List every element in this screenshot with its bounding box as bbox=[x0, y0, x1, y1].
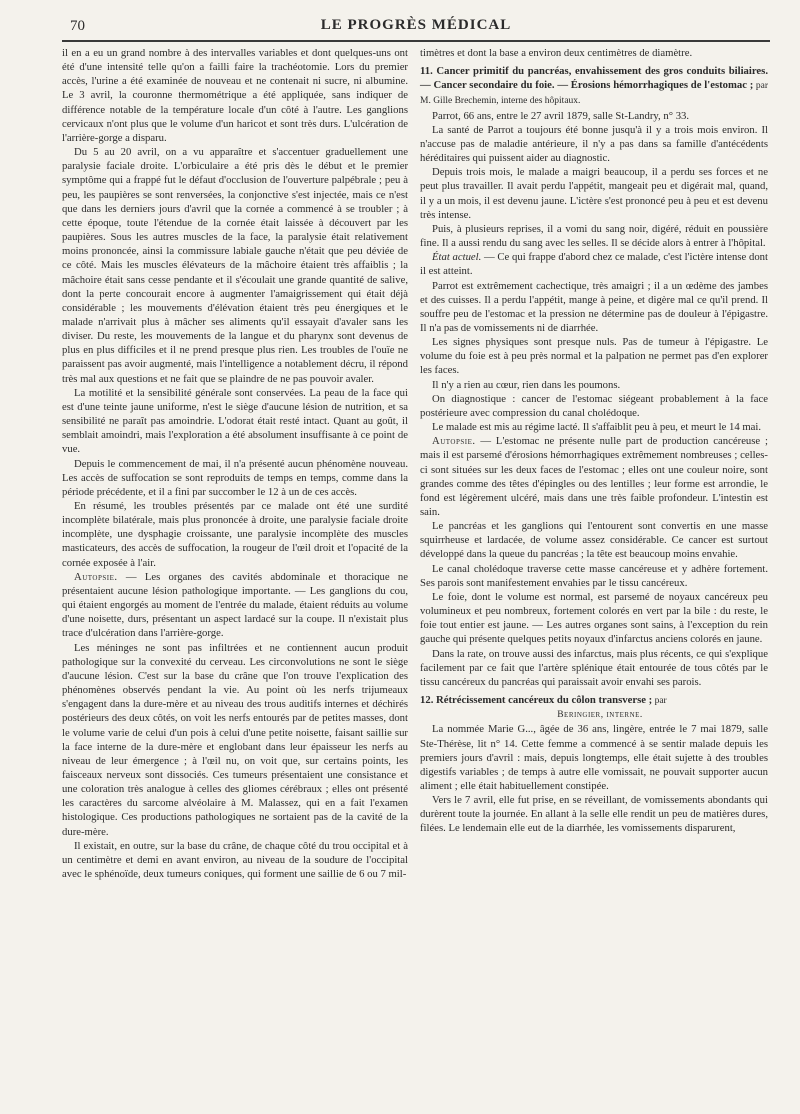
section-byline: par M. Gille Brechemin, interne des hôpitaux. bbox=[420, 81, 768, 107]
paragraph: Parrot est extrêmement cachectique, très amaigri ; il a un œdème des jambes et des cuisses. Il a perdu l'appétit, mange à peine, et digère mal ce qu'il prend. Il souffre peu de l'estomac et la pression ne détermine pas de douleur à l'épigastre. Il n'a pas de vomissements ni de diarrhée. bbox=[420, 279, 768, 334]
running-title: LE PROGRÈS MÉDICAL bbox=[320, 17, 512, 33]
section-number: 12. bbox=[420, 694, 434, 707]
section-byline: Beringier, interne. bbox=[557, 710, 643, 721]
paragraph: Depuis trois mois, le malade a maigri beaucoup, il a perdu ses forces et ne peut plus travailler. Il avait perdu l'appétit, mangeait peu et digérait mal, quand, il y a un mois, il est devenu jaune. L'ictère s'est prononcé peu à peu et est devenu très intense. bbox=[420, 166, 768, 221]
paragraph: timètres et dont la base a environ deux centimètres de diamètre. bbox=[420, 47, 693, 59]
paragraph: La santé de Parrot a toujours été bonne jusqu'à il y a trois mois environ. Il n'accuse pas de maladie antérieure, il n'y a pas dans sa famille d'antécédents héréditaires qui puissent aider au diagnostic. bbox=[420, 123, 768, 165]
paragraph: Le foie, dont le volume est normal, est parsemé de noyaux cancéreux peu volumineux et peu nombreux, fortement colorés en vert par la bile : du reste, le foie tout entier est jaune. — Les autres organes sont sains, à l'exception du rein gauche qui présente quelques petits noyaux d'infarctus anciens colorés en jaune. bbox=[420, 590, 768, 646]
paragraph-text: — Ce qui frappe d'abord chez ce malade, c'est l'ictère intense dont il est atteint. bbox=[420, 251, 768, 278]
paragraph: Le pancréas et les ganglions qui l'entourent sont convertis en une masse squirrheuse et lardacée, de volume assez considérable. Ce cancer est surtout développé dans la queue du pancréas ; la tête est beaucoup moins envahie. bbox=[420, 520, 768, 561]
paragraph: Le canal cholédoque traverse cette masse cancéreuse et y adhère fortement. Ses parois sont manifestement envahies par le tissu cancéreux. bbox=[420, 562, 768, 589]
paragraph bbox=[420, 434, 768, 519]
paragraph-text: — L'estomac ne présente nulle part de production cancéreuse ; mais il est parsemé d'érosions hémorrhagiques extrêmement nombreuses ; celles-ci sont situées sur les deux faces de l'estomac ; elles ont une couleur noire, sont grandes comme des têtes d'épingles ou des lentilles ; leur forme est arrondie, le fond est légèrement ulcéré, mais dans une très faible profondeur. L'intestin est sain. bbox=[420, 435, 768, 518]
left-column bbox=[62, 46, 408, 881]
paragraph: Vers le 7 avril, elle fut prise, en se réveillant, de vomissements abondants qui durèrent toute la journée. En allant à la selle elle rendit un peu de matières dures, filées. Le lendemain elle eut de la diarrhée, les vomissements disparurent, bbox=[420, 794, 768, 835]
paragraph: En résumé, les troubles présentés par ce malade ont été une surdité incomplète bilatérale, mais plus prononcée à droite, une paralysie faciale droite incomplète, une dysphagie croissante, une paralysie incomplète des muscles masticateurs, des accès de suffocation, la rougeur de l'œil droit et l'opacité de la cornée exposée à l'air. bbox=[62, 500, 408, 569]
etat-actuel-lead: État actuel. bbox=[432, 251, 482, 264]
paragraph: On diagnostique : cancer de l'estomac siégeant probablement à la face postérieure avec compression du canal cholédoque. bbox=[420, 392, 768, 419]
autopsie-lead: Autopsie. bbox=[432, 435, 476, 448]
paragraph-text: — Les organes des cavités abdominale et thoracique ne présentaient aucune lésion pathologique importante. — Les ganglions du cou, qui étaient engorgés au moment de l'entrée du malade, étaient réduits au volume d'une noisette, durs, présentant un aspect lardacé sur la coupe. Il n'existait plus trace d'ulcération dans l'arrière-gorge. bbox=[62, 570, 408, 640]
header-rule bbox=[62, 40, 770, 42]
page-number: 70 bbox=[70, 18, 85, 34]
paragraph: La nommée Marie G..., âgée de 36 ans, lingère, entrée le 7 mai 1879, salle Ste-Thérèse, lit n° 14. Cette femme a commencé à se sentir malade depuis les premiers jours d'avril : mais, depuis longtemps, elle était sujette à des troubles digestifs variables ; de temps à autre elle vomissait, ne pouvait supporter aucun aliment ; elle était habituellement constipée. bbox=[420, 723, 768, 792]
paragraph: Parrot, 66 ans, entre le 27 avril 1879, salle St-Landry, n° 33. bbox=[432, 109, 690, 122]
paragraph: Les méninges ne sont pas infiltrées et ne contiennent aucun produit pathologique sur la convexité du cerveau. Les circonvolutions ne sont le siège d'aucune lésion. C'est sur la base du crâne que l'on trouve l'explication des phénomènes observés pendant la vie. Au point où les nerfs trijumeaux s'engagent dans la dure-mère et au niveau des trous auditifs internes et déchirés postérieurs des deux côtés, on voit les nerfs entourés par de petites masses, dont le volume varie de celui d'un pois à celui d'une petite noisette, faisant saillie sur la face interne de la dure-mère et englobant dans leur épaisseur les nerfs au niveau de leur émergence ; à l'œil nu, on voit que, sur certains points, les faisceaux nerveux sont dissociés. Ces tumeurs présentaient une consistance et une coloration très analogue à celles des gliomes cérébraux ; elles ont présenté les caractères du sarcome alvéolaire à M. Malassez, qui en a fait l'examen histologique. Ces productions pathologiques ne sortaient pas de la cavité de la dure-mère. bbox=[62, 641, 408, 838]
section-heading-12 bbox=[420, 693, 768, 708]
section-title: Cancer primitif du pancréas, envahissement des gros conduits biliaires. — Cancer secondaire du foie. — Érosions hémorrhagiques de l'estomac ; bbox=[420, 65, 768, 92]
paragraph: Depuis le commencement de mai, il n'a présenté aucun phénomène nouveau. Les accès de suffocation se sont reproduits de temps en temps, comme dans la période précédente, et il a fini par succomber le 12 à un de ces accès. bbox=[62, 457, 408, 498]
paragraph: Il existait, en outre, sur la base du crâne, de chaque côté du trou occipital et à un centimètre et demi en avant environ, au niveau de la soudure de l'occipital avec le sphénoïde, deux tumeurs coniques, qui forment une saillie de 6 ou 7 mil- bbox=[62, 839, 408, 881]
autopsie-lead: Autopsie. bbox=[74, 570, 118, 583]
paragraph: Il n'y a rien au cœur, rien dans les poumons. bbox=[432, 378, 621, 391]
section-byline-par: par bbox=[652, 696, 667, 707]
page-header bbox=[62, 16, 770, 38]
paragraph bbox=[62, 570, 408, 641]
right-column bbox=[420, 46, 768, 836]
paragraph: Dans la rate, on trouve aussi des infarctus, mais plus récents, ce qui s'explique facilement par ce fait que l'artère splénique était entourée de tous côtés par le tissu cancéreux du pancréas qui paraissait avoir envahi ses parois. bbox=[420, 647, 768, 688]
paragraph: La motilité et la sensibilité générale sont conservées. La peau de la face qui est d'une teinte jaune uniforme, n'est le siège d'aucune lésion de nutrition, et sa sensibilité ne paraît pas amoindrie. L'odorat était resté intact. Quant au goût, il semblait amoindri, mais l'exploration a été absolument insuffisante à ce point de vue. bbox=[62, 386, 408, 456]
paragraph bbox=[420, 250, 768, 278]
paragraph: Les signes physiques sont presque nuls. Pas de tumeur à l'épigastre. Le volume du foie est à peu près normal et la palpation ne permet pas d'en explorer les faces. bbox=[420, 336, 768, 377]
paragraph: Du 5 au 20 avril, on a vu apparaître et s'accentuer graduellement une paralysie faciale droite. L'orbiculaire a été pris dès le début et le premier symptôme qui a frappé fut le défaut d'occlusion de l'ouverture palpébrale ; peu à peu, les paupières se sont renversées, la conjonctive s'est injectée, mais ce n'est que dans les derniers jours d'avril que la cornée a commencé à se troubler ; à cette époque, toute l'étendue de la cornée était laissée à découvert par les paupières. Sous les autres muscles de la face, la paralysie était relativement moins prononcée, ainsi la commissure labiale gauche n'était que peu déviée de ce côté. Mais les muscles élévateurs de la mâchoire étaient très affaiblis ; la mâchoire était sans cesse pendante et il s'écoulait une grande quantité de salive, dont la perte concourait encore à augmenter l'amaigrissement qui était déjà considérable ; les mouvements d'élévation étaient très peu énergiques et le malade n'arrivait plus à mâcher ses aliments qu'il essayait d'avaler sans les diviser. Du reste, les mouvements de la langue et du pharynx sont devenus de plus en plus difficiles et il ne prend presque plus rien. Les troubles de l'ouïe ne paraissent pas avoir augmenté, mais l'intelligence a notablement décru, il répond très mal aux questions et ne fait que se plaindre de ne pas pouvoir avaler. bbox=[62, 146, 408, 385]
paragraph: Puis, à plusieurs reprises, il a vomi du sang noir, digéré, réduit en poussière fine. Il a aussi rendu du sang avec les selles. Il se décide alors à entrer à l'hôpital. bbox=[420, 222, 768, 250]
section-title: Rétrécissement cancéreux du côlon transverse ; bbox=[433, 694, 653, 707]
paragraph: il en a eu un grand nombre à des intervalles variables et dont quelques-uns ont été d'une intensité telle qu'on a failli faire la trachéotomie. Lors du premier accès, l'urine a été examinée de nouveau et ne contenait ni sucre, ni albumine. Le 3 avril, la couronne thermométrique a été appliquée, sans indiquer de différence notable de la température locale d'un côté à l'autre. Les ganglions cervicaux n'ont plus que le volume d'un haricot et sont très durs. L'ulcération de l'arrière-gorge a disparu. bbox=[62, 47, 408, 144]
section-number: 11. bbox=[420, 65, 433, 78]
section-heading-11 bbox=[420, 64, 768, 108]
paragraph: Le malade est mis au régime lacté. Il s'affaiblit peu à peu, et meurt le 14 mai. bbox=[432, 421, 762, 434]
